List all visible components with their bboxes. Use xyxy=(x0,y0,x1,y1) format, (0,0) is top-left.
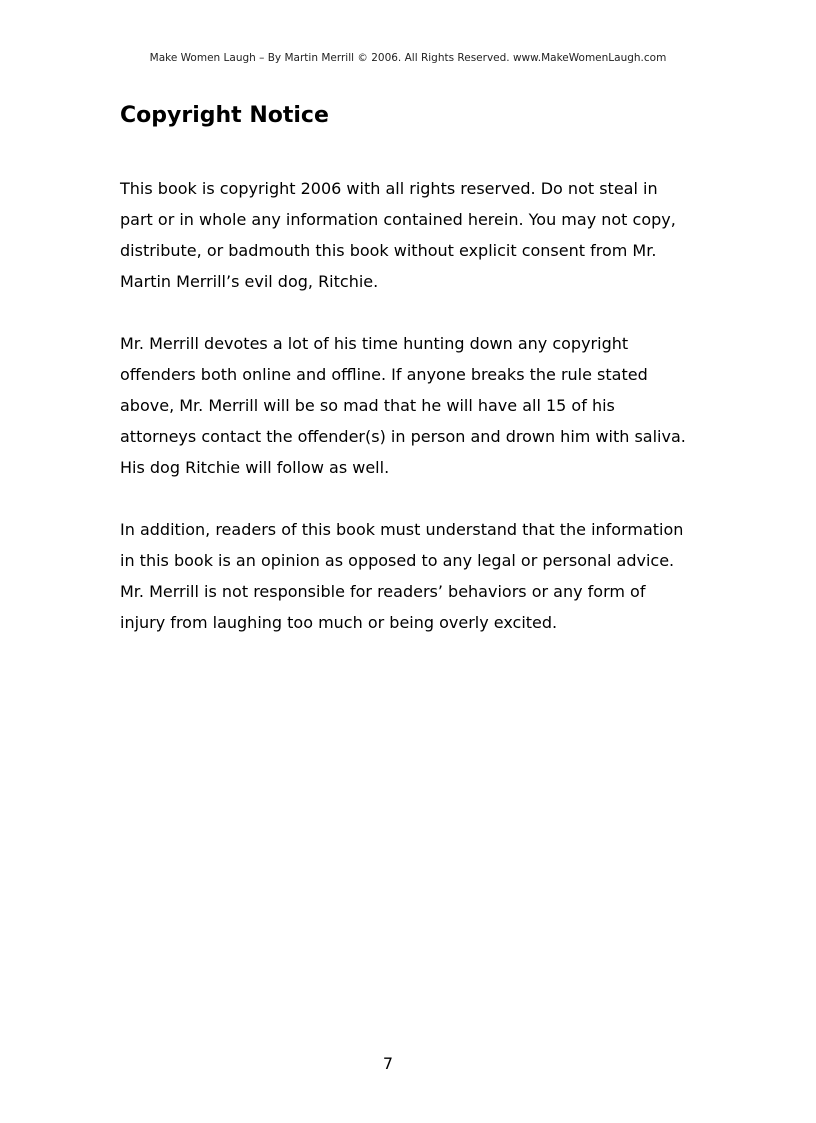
paragraph-line: in this book is an opinion as opposed to any legal or personal advice. xyxy=(120,551,675,570)
paragraph-line: offenders both online and offline. If anyone breaks the rule stated xyxy=(120,365,648,384)
paragraph-line: In addition, readers of this book must understand that the information xyxy=(120,520,684,539)
paragraph-line: part or in whole any information contained herein. You may not copy, xyxy=(120,210,676,229)
paragraph-line: Martin Merrill’s evil dog, Ritchie. xyxy=(120,272,379,291)
body-text xyxy=(120,173,720,669)
paragraph-line: injury from laughing too much or being overly excited. xyxy=(120,613,558,632)
paragraph-line: distribute, or badmouth this book without explicit consent from Mr. xyxy=(120,241,657,260)
paragraph-copyright-reserved xyxy=(120,173,720,297)
paragraph-line: His dog Ritchie will follow as well. xyxy=(120,458,390,477)
paragraph-line: attorneys contact the offender(s) in person and drown him with saliva. xyxy=(120,427,686,446)
page-title: Copyright Notice xyxy=(120,103,329,128)
paragraph-line: Mr. Merrill is not responsible for readers’ behaviors or any form of xyxy=(120,582,646,601)
paragraph-line: This book is copyright 2006 with all rights reserved. Do not steal in xyxy=(120,179,658,198)
paragraph-line: above, Mr. Merrill will be so mad that he will have all 15 of his xyxy=(120,396,615,415)
paragraph-line: Mr. Merrill devotes a lot of his time hunting down any copyright xyxy=(120,334,629,353)
page-number: 7 xyxy=(382,1054,394,1073)
paragraph-disclaimer xyxy=(120,514,720,638)
paragraph-offenders xyxy=(120,328,720,483)
running-header: Make Women Laugh – By Martin Merrill © 2006. All Rights Reserved. www.MakeWomenLaugh.com xyxy=(149,52,667,64)
